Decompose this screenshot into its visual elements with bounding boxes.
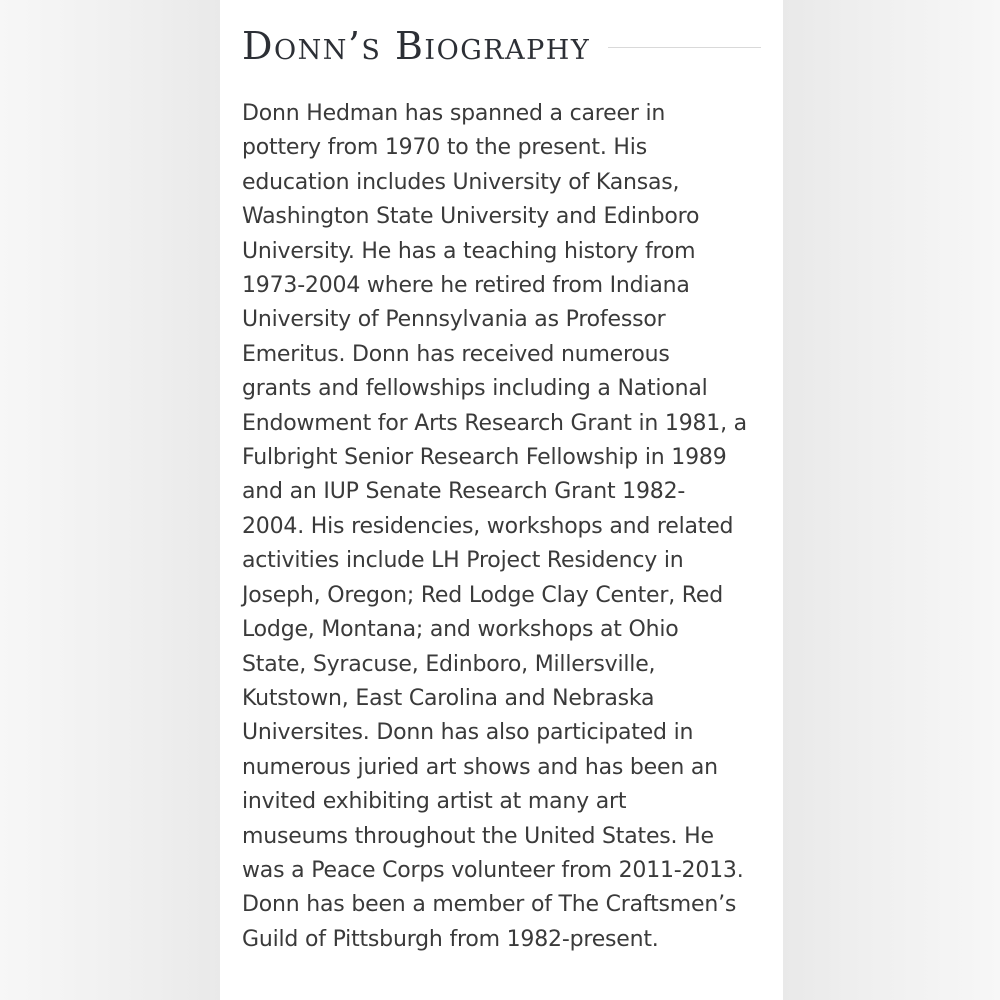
heading-row bbox=[242, 22, 761, 70]
bio-line: was a Peace Corps volunteer from 2011-2013. bbox=[242, 857, 744, 883]
bio-line: University. He has a teaching history from bbox=[242, 238, 696, 264]
bio-line: Kutstown, East Carolina and Nebraska bbox=[242, 685, 655, 711]
bio-line: Endowment for Arts Research Grant in 1981, a bbox=[242, 410, 747, 436]
bio-line: 2004. His residencies, workshops and related bbox=[242, 513, 734, 539]
bio-line: Lodge, Montana; and workshops at Ohio bbox=[242, 617, 679, 643]
bio-line: Donn has been a member of The Craftsmen’s bbox=[242, 892, 737, 918]
bio-line: museums throughout the United States. He bbox=[242, 823, 714, 849]
biography-text bbox=[242, 97, 772, 957]
biography-panel bbox=[220, 0, 783, 1000]
bio-line: 1973-2004 where he retired from Indiana bbox=[242, 273, 690, 299]
bio-line: State, Syracuse, Edinboro, Millersville, bbox=[242, 651, 656, 677]
bio-line: pottery from 1970 to the present. His bbox=[242, 135, 647, 161]
bio-line: University of Pennsylvania as Professor bbox=[242, 307, 666, 333]
bio-line: Universites. Donn has also participated in bbox=[242, 720, 694, 746]
heading-divider bbox=[608, 47, 761, 48]
bio-line: Joseph, Oregon; Red Lodge Clay Center, Red bbox=[242, 582, 724, 608]
page-title: Donn’s Biography bbox=[242, 24, 591, 68]
bio-line: education includes University of Kansas, bbox=[242, 169, 680, 195]
page-background-left bbox=[0, 0, 220, 1000]
bio-line: and an IUP Senate Research Grant 1982- bbox=[242, 479, 686, 505]
bio-line: invited exhibiting artist at many art bbox=[242, 789, 627, 815]
bio-line: Emeritus. Donn has received numerous bbox=[242, 341, 670, 367]
bio-line: numerous juried art shows and has been an bbox=[242, 754, 718, 780]
bio-line: Washington State University and Edinboro bbox=[242, 204, 700, 230]
bio-line: grants and fellowships including a National bbox=[242, 376, 708, 402]
bio-line: Donn Hedman has spanned a career in bbox=[242, 101, 666, 126]
bio-line: Guild of Pittsburgh from 1982-present. bbox=[242, 926, 659, 952]
bio-line: activities include LH Project Residency in bbox=[242, 548, 684, 574]
page-background-right bbox=[783, 0, 1000, 1000]
bio-line: Fulbright Senior Research Fellowship in 1989 bbox=[242, 445, 727, 471]
